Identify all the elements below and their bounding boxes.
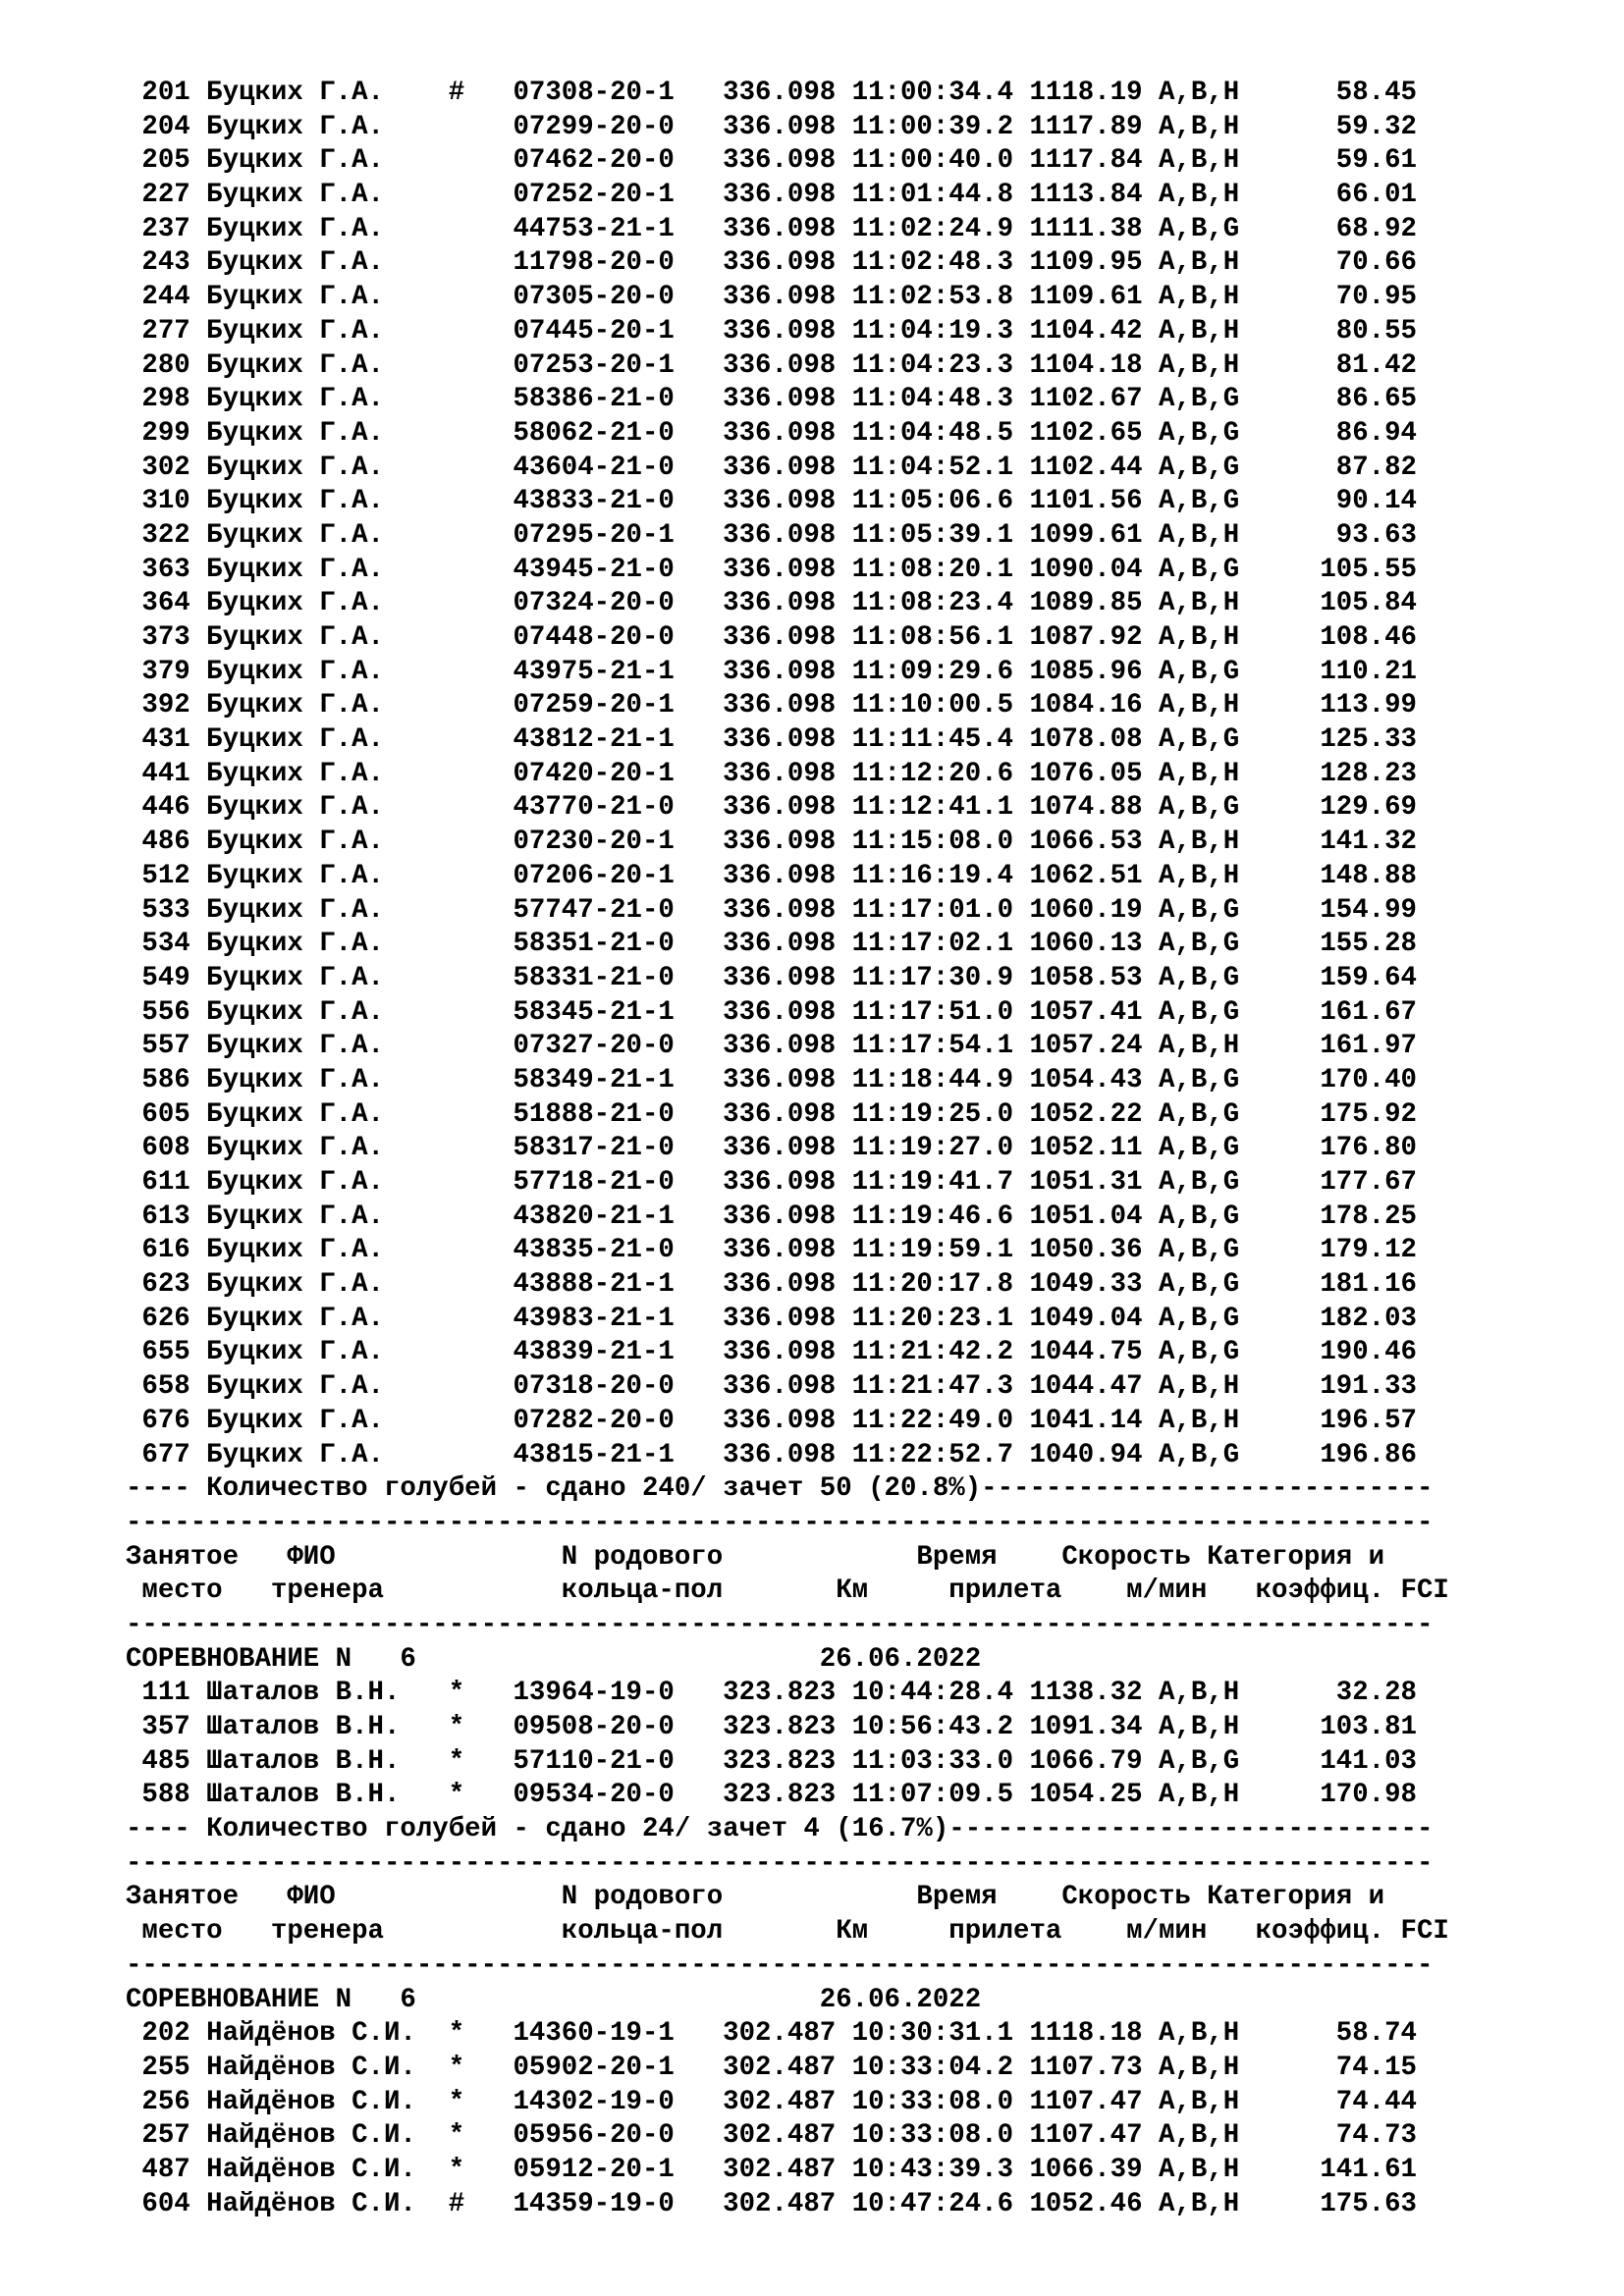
result-row: 204 Буцких Г.А. 07299-20-0 336.098 11:00:39.2 1117.89 A,B,H 59.32 bbox=[126, 111, 1417, 142]
result-row: 357 Шаталов В.Н. * 09508-20-0 323.823 10:56:43.2 1091.34 A,B,H 103.81 bbox=[126, 1712, 1417, 1742]
competition-title: СОРЕВНОВАНИЕ N 6 26.06.2022 bbox=[126, 1984, 982, 2015]
result-row: 227 Буцких Г.А. 07252-20-1 336.098 11:01:44.8 1113.84 A,B,H 66.01 bbox=[126, 180, 1417, 211]
result-row: 486 Буцких Г.А. 07230-20-1 336.098 11:15:08.0 1066.53 A,B,H 141.32 bbox=[126, 827, 1417, 858]
result-row: 533 Буцких Г.А. 57747-21-0 336.098 11:17:01.0 1060.19 A,B,G 154.99 bbox=[126, 894, 1417, 926]
result-row: 392 Буцких Г.А. 07259-20-1 336.098 11:10:00.5 1084.16 A,B,H 113.99 bbox=[126, 690, 1417, 721]
result-row: 608 Буцких Г.А. 58317-21-0 336.098 11:19:27.0 1052.11 A,B,G 176.80 bbox=[126, 1133, 1417, 1164]
result-row: 363 Буцких Г.А. 43945-21-0 336.098 11:08:20.1 1090.04 A,B,G 105.55 bbox=[126, 554, 1417, 585]
competition-title: СОРЕВНОВАНИЕ N 6 26.06.2022 bbox=[126, 1643, 982, 1675]
result-row: 588 Шаталов В.Н. * 09534-20-0 323.823 11:07:09.5 1054.25 A,B,H 170.98 bbox=[126, 1780, 1417, 1811]
result-row: 557 Буцких Г.А. 07327-20-0 336.098 11:17:54.1 1057.24 A,B,H 161.97 bbox=[126, 1031, 1417, 1062]
result-row: 310 Буцких Г.А. 43833-21-0 336.098 11:05:06.6 1101.56 A,B,G 90.14 bbox=[126, 486, 1417, 517]
result-row: 243 Буцких Г.А. 11798-20-0 336.098 11:02:48.3 1109.95 A,B,H 70.66 bbox=[126, 247, 1417, 279]
result-row: 586 Буцких Г.А. 58349-21-1 336.098 11:18:44.9 1054.43 A,B,G 170.40 bbox=[126, 1064, 1417, 1095]
result-row: 611 Буцких Г.А. 57718-21-0 336.098 11:19:41.7 1051.31 A,B,G 177.67 bbox=[126, 1167, 1417, 1198]
result-row: 257 Найдёнов С.И. * 05956-20-0 302.487 10:33:08.0 1107.47 A,B,H 74.73 bbox=[126, 2120, 1417, 2152]
result-row: 299 Буцких Г.А. 58062-21-0 336.098 11:04:48.5 1102.65 A,B,G 86.94 bbox=[126, 417, 1417, 449]
result-row: 604 Найдёнов С.И. # 14359-19-0 302.487 10:47:24.6 1052.46 A,B,H 175.63 bbox=[126, 2188, 1417, 2219]
result-row: 485 Шаталов В.Н. * 57110-21-0 323.823 11:03:33.0 1066.79 A,B,G 141.03 bbox=[126, 1745, 1417, 1777]
result-row: 616 Буцких Г.А. 43835-21-0 336.098 11:19:59.1 1050.36 A,B,G 179.12 bbox=[126, 1235, 1417, 1266]
result-row: 534 Буцких Г.А. 58351-21-0 336.098 11:17:02.1 1060.13 A,B,G 155.28 bbox=[126, 929, 1417, 960]
result-row: 676 Буцких Г.А. 07282-20-0 336.098 11:22:49.0 1041.14 A,B,H 196.57 bbox=[126, 1405, 1417, 1436]
result-row: 201 Буцких Г.А. # 07308-20-1 336.098 11:00:34.4 1118.19 A,B,H 58.45 bbox=[126, 78, 1417, 108]
result-row: 556 Буцких Г.А. 58345-21-1 336.098 11:17:51.0 1057.41 A,B,G 161.67 bbox=[126, 996, 1417, 1028]
separator-line: --------------------------------------------------------------------------------- bbox=[126, 1609, 1434, 1640]
result-row: 256 Найдёнов С.И. * 14302-19-0 302.487 10:33:08.0 1107.47 A,B,H 74.44 bbox=[126, 2086, 1417, 2117]
result-row: 549 Буцких Г.А. 58331-21-0 336.098 11:17:30.9 1058.53 A,B,G 159.64 bbox=[126, 962, 1417, 993]
result-row: 605 Буцких Г.А. 51888-21-0 336.098 11:19:25.0 1052.22 A,B,G 175.92 bbox=[126, 1098, 1417, 1130]
result-row: 512 Буцких Г.А. 07206-20-1 336.098 11:16:19.4 1062.51 A,B,H 148.88 bbox=[126, 860, 1417, 891]
column-header: Занятое ФИО N родового Время Скорость Категория и bbox=[126, 1882, 1385, 1913]
result-row: 298 Буцких Г.А. 58386-21-0 336.098 11:04:48.3 1102.67 A,B,G 86.65 bbox=[126, 384, 1417, 415]
result-row: 379 Буцких Г.А. 43975-21-1 336.098 11:09:29.6 1085.96 A,B,G 110.21 bbox=[126, 656, 1417, 687]
column-header: Занятое ФИО N родового Время Скорость Категория и bbox=[126, 1541, 1385, 1573]
result-row: 613 Буцких Г.А. 43820-21-1 336.098 11:19:46.6 1051.04 A,B,G 178.25 bbox=[126, 1201, 1417, 1232]
result-row: 626 Буцких Г.А. 43983-21-1 336.098 11:20:23.1 1049.04 A,B,G 182.03 bbox=[126, 1303, 1417, 1334]
result-row: 487 Найдёнов С.И. * 05912-20-1 302.487 10:43:39.3 1066.39 A,B,H 141.61 bbox=[126, 2154, 1417, 2185]
result-row: 244 Буцких Г.А. 07305-20-0 336.098 11:02:53.8 1109.61 A,B,H 70.95 bbox=[126, 282, 1417, 313]
column-header-sub: место тренера кольца-пол Км прилета м/мин коэффиц. FCI bbox=[126, 1916, 1449, 1948]
result-row: 280 Буцких Г.А. 07253-20-1 336.098 11:04:23.3 1104.18 A,B,H 81.42 bbox=[126, 349, 1417, 381]
result-row: 364 Буцких Г.А. 07324-20-0 336.098 11:08:23.4 1089.85 A,B,H 105.84 bbox=[126, 588, 1417, 619]
result-row: 255 Найдёнов С.И. * 05902-20-1 302.487 10:33:04.2 1107.73 A,B,H 74.15 bbox=[126, 2052, 1417, 2083]
result-row: 441 Буцких Г.А. 07420-20-1 336.098 11:12:20.6 1076.05 A,B,H 128.23 bbox=[126, 758, 1417, 789]
result-row: 111 Шаталов В.Н. * 13964-19-0 323.823 10:44:28.4 1138.32 A,B,H 32.28 bbox=[126, 1678, 1417, 1709]
result-row: 237 Буцких Г.А. 44753-21-1 336.098 11:02:24.9 1111.38 A,B,G 68.92 bbox=[126, 213, 1417, 244]
result-row: 623 Буцких Г.А. 43888-21-1 336.098 11:20:17.8 1049.33 A,B,G 181.16 bbox=[126, 1269, 1417, 1301]
result-row: 277 Буцких Г.А. 07445-20-1 336.098 11:04:19.3 1104.42 A,B,H 80.55 bbox=[126, 315, 1417, 347]
separator-line: --------------------------------------------------------------------------------- bbox=[126, 1949, 1434, 1981]
summary-line: ---- Количество голубей - сдано 240/ зачет 50 (20.8%)---------------------------- bbox=[126, 1473, 1434, 1505]
result-row: 677 Буцких Г.А. 43815-21-1 336.098 11:22:52.7 1040.94 A,B,G 196.86 bbox=[126, 1439, 1417, 1470]
result-row: 446 Буцких Г.А. 43770-21-0 336.098 11:12:41.1 1074.88 A,B,G 129.69 bbox=[126, 792, 1417, 824]
result-row: 302 Буцких Г.А. 43604-21-0 336.098 11:04:52.1 1102.44 A,B,G 87.82 bbox=[126, 452, 1417, 483]
separator-line: --------------------------------------------------------------------------------- bbox=[126, 1847, 1434, 1879]
result-row: 205 Буцких Г.А. 07462-20-0 336.098 11:00:40.0 1117.84 A,B,H 59.61 bbox=[126, 145, 1417, 177]
result-row: 655 Буцких Г.А. 43839-21-1 336.098 11:21:42.2 1044.75 A,B,G 190.46 bbox=[126, 1337, 1417, 1368]
result-row: 431 Буцких Г.А. 43812-21-1 336.098 11:11:45.4 1078.08 A,B,G 125.33 bbox=[126, 724, 1417, 756]
result-row: 373 Буцких Г.А. 07448-20-0 336.098 11:08:56.1 1087.92 A,B,H 108.46 bbox=[126, 622, 1417, 653]
result-row: 322 Буцких Г.А. 07295-20-1 336.098 11:05:39.1 1099.61 A,B,H 93.63 bbox=[126, 519, 1417, 551]
summary-line: ---- Количество голубей - сдано 24/ зачет 4 (16.7%)------------------------------ bbox=[126, 1814, 1434, 1845]
column-header-sub: место тренера кольца-пол Км прилета м/мин коэффиц. FCI bbox=[126, 1575, 1449, 1607]
result-row: 202 Найдёнов С.И. * 14360-19-1 302.487 10:30:31.1 1118.18 A,B,H 58.74 bbox=[126, 2018, 1417, 2050]
results-sheet bbox=[126, 77, 1608, 2221]
result-row: 658 Буцких Г.А. 07318-20-0 336.098 11:21:47.3 1044.47 A,B,H 191.33 bbox=[126, 1371, 1417, 1403]
separator-line: --------------------------------------------------------------------------------- bbox=[126, 1507, 1434, 1538]
